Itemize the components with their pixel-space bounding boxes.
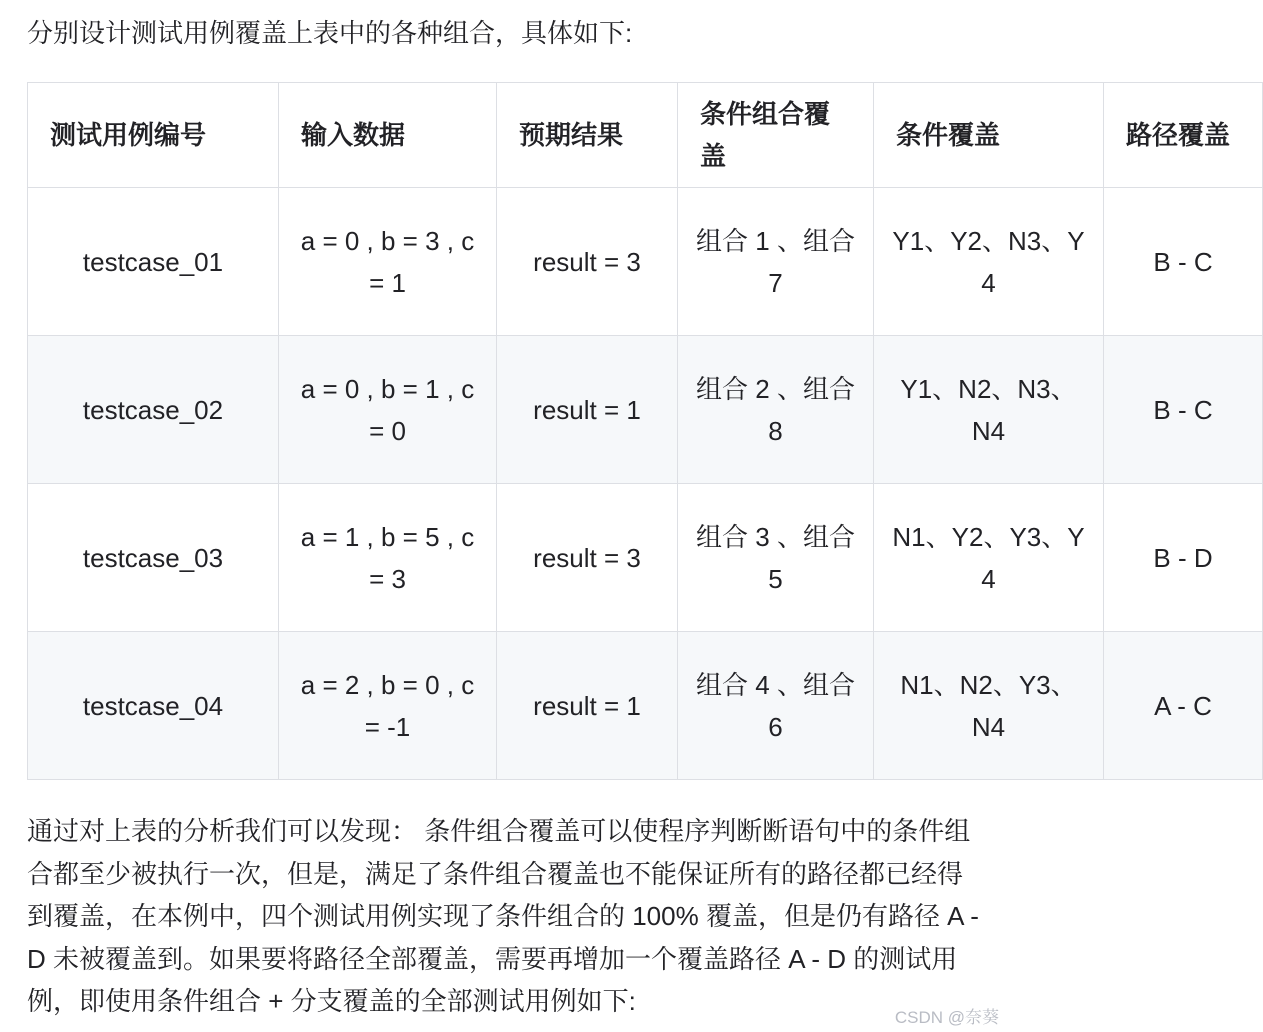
cell-condition-coverage: Y1、Y2、N3、Y4	[874, 188, 1104, 336]
cell-condition-coverage: N1、N2、Y3、N4	[874, 632, 1104, 780]
table-row	[28, 484, 1263, 632]
csdn-watermark: CSDN @奈葵	[894, 1008, 999, 1027]
cell-condition-combination: 组合 3 、组合 5	[678, 484, 874, 632]
table-row	[28, 632, 1263, 780]
cell-input-data: a = 2 , b = 0 , c = -1	[279, 632, 497, 780]
cell-input-data: a = 0 , b = 1 , c = 0	[279, 336, 497, 484]
cell-testcase-id: testcase_01	[28, 188, 279, 336]
table-row	[28, 336, 1263, 484]
header-condition-coverage: 条件覆盖	[874, 83, 1104, 188]
cell-condition-combination: 组合 1 、组合 7	[678, 188, 874, 336]
test-case-table	[27, 82, 1263, 780]
header-expected-result: 预期结果	[497, 83, 678, 188]
header-row	[28, 83, 1263, 188]
cell-condition-coverage: N1、Y2、Y3、Y4	[874, 484, 1104, 632]
cell-condition-coverage: Y1、N2、N3、N4	[874, 336, 1104, 484]
cell-testcase-id: testcase_03	[28, 484, 279, 632]
intro-text: 分别设计测试用例覆盖上表中的各种组合，具体如下:	[27, 18, 633, 48]
cell-testcase-id: testcase_04	[28, 632, 279, 780]
header-path-coverage: 路径覆盖	[1104, 83, 1263, 188]
cell-condition-combination: 组合 4 、组合 6	[678, 632, 874, 780]
cell-expected-result: result = 3	[497, 484, 678, 632]
cell-testcase-id: testcase_02	[28, 336, 279, 484]
cell-path-coverage: B - C	[1104, 336, 1263, 484]
cell-input-data: a = 1 , b = 5 , c = 3	[279, 484, 497, 632]
header-testcase-id: 测试用例编号	[28, 83, 279, 188]
header-input-data: 输入数据	[279, 83, 497, 188]
cell-path-coverage: A - C	[1104, 632, 1263, 780]
cell-path-coverage: B - D	[1104, 484, 1263, 632]
table-body	[28, 188, 1263, 780]
cell-expected-result: result = 1	[497, 632, 678, 780]
header-condition-combination: 条件组合覆盖	[678, 83, 874, 188]
analysis-paragraph: 通过对上表的分析我们可以发现： 条件组合覆盖可以使程序判断断语句中的条件组合都至少被执行一次，但是，满足了条件组合覆盖也不能保证所有的路径都已经得到覆盖，在本例中，四个测试用例实现了条件组合的 100% 覆盖，但是仍有路径 A - D 未被覆盖到。如果要将路径全部覆盖，需要再增加一个覆盖路径 A - D 的测试用例，即使用条件组合 + 分支覆盖的全部测试用例如下:	[27, 816, 979, 1016]
cell-input-data: a = 0 , b = 3 , c = 1	[279, 188, 497, 336]
cell-condition-combination: 组合 2 、组合 8	[678, 336, 874, 484]
cell-expected-result: result = 3	[497, 188, 678, 336]
cell-path-coverage: B - C	[1104, 188, 1263, 336]
cell-expected-result: result = 1	[497, 336, 678, 484]
table-row	[28, 188, 1263, 336]
table-header	[28, 83, 1263, 188]
